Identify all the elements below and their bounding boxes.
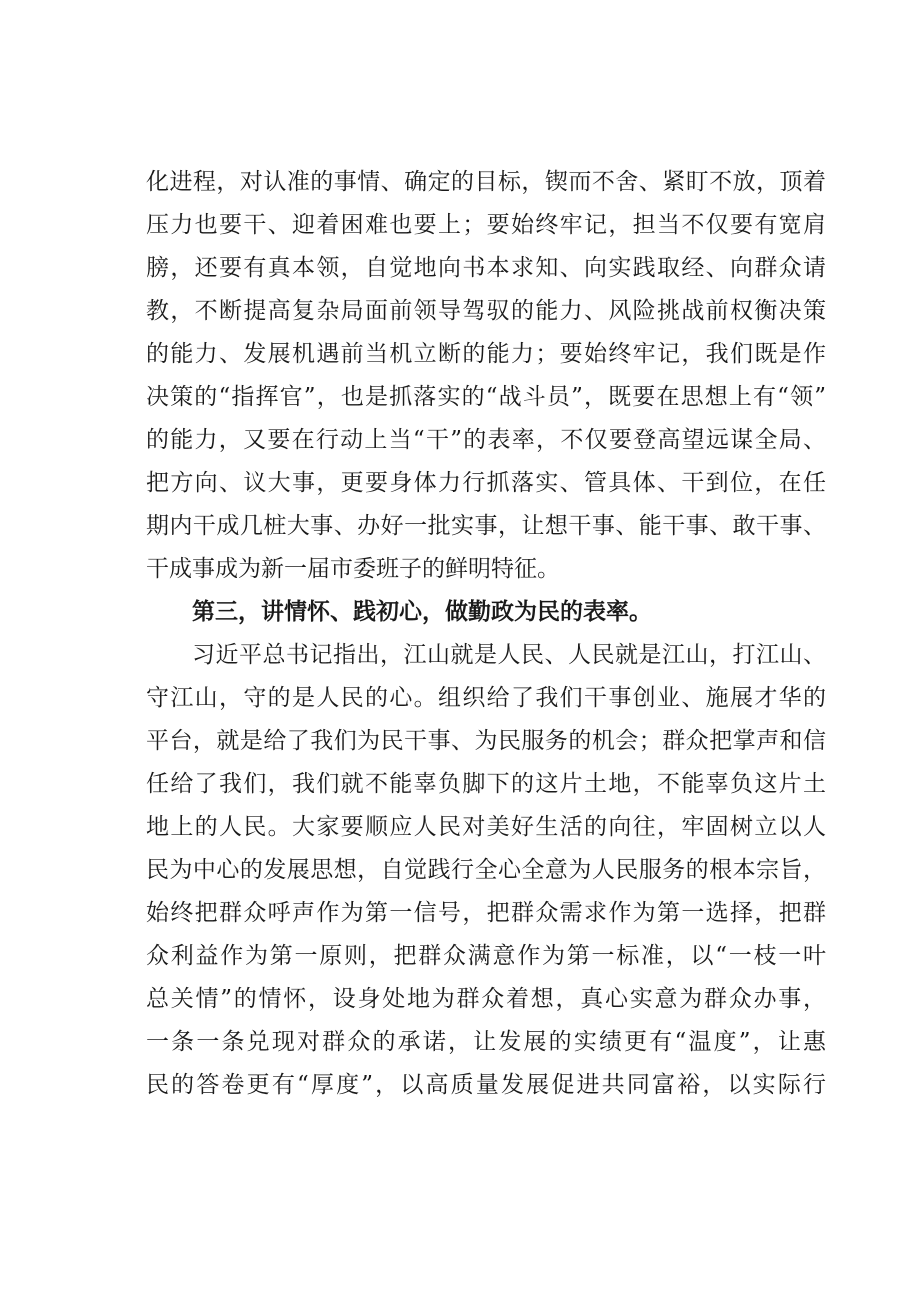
body-text-line: 习近平总书记指出，江山就是人民、人民就是江山，打江山、 (192, 642, 826, 668)
body-text-line: 教，不断提高复杂局面前领导驾驭的能力、风险挑战前权衡决策 (146, 298, 826, 324)
body-text-line: 化进程，对认准的事情、确定的目标，锲而不舍、紧盯不放，顶着 (146, 169, 826, 195)
body-text-line: 总关情”的情怀，设身处地为群众着想，真心实意为群众办事， (146, 986, 826, 1012)
body-text-line: 一条一条兑现对群众的承诺，让发展的实绩更有“温度”，让惠 (146, 1029, 826, 1055)
body-text-line: 平台，就是给了我们为民干事、为民服务的机会；群众把掌声和信 (146, 728, 826, 754)
body-text-line: 干成事成为新一届市委班子的鲜明特征。 (146, 556, 560, 582)
body-text-line: 的能力、发展机遇前当机立断的能力；要始终牢记，我们既是作 (146, 341, 826, 367)
body-text-line: 决策的“指挥官”，也是抓落实的“战斗员”，既要在思想上有“领” (146, 384, 826, 410)
body-text-line: 守江山，守的是人民的心。组织给了我们干事创业、施展才华的 (146, 685, 826, 711)
body-text-line: 期内干成几桩大事、办好一批实事，让想干事、能干事、敢干事、 (146, 513, 826, 539)
body-text-line: 民为中心的发展思想，自觉践行全心全意为人民服务的根本宗旨， (146, 857, 826, 883)
body-text-line: 民的答卷更有“厚度”，以高质量发展促进共同富裕，以实际行 (146, 1072, 826, 1098)
body-text-line: 始终把群众呼声作为第一信号，把群众需求作为第一选择，把群 (146, 900, 826, 926)
body-text-line: 地上的人民。大家要顺应人民对美好生活的向往，牢固树立以人 (146, 814, 826, 840)
body-text-line: 压力也要干、迎着困难也要上；要始终牢记，担当不仅要有宽肩 (146, 212, 826, 238)
body-text-line: 众利益作为第一原则，把群众满意作为第一标准，以“一枝一叶 (146, 943, 826, 969)
body-text-line: 膀，还要有真本领，自觉地向书本求知、向实践取经、向群众请 (146, 255, 826, 281)
section-heading: 第三，讲情怀、践初心，做勤政为民的表率。 (192, 599, 652, 625)
body-text-line: 任给了我们，我们就不能辜负脚下的这片土地，不能辜负这片土 (146, 771, 826, 797)
body-text-line: 把方向、议大事，更要身体力行抓落实、管具体、干到位，在任 (146, 470, 826, 496)
body-text-line: 的能力，又要在行动上当“干”的表率，不仅要登高望远谋全局、 (146, 427, 826, 453)
